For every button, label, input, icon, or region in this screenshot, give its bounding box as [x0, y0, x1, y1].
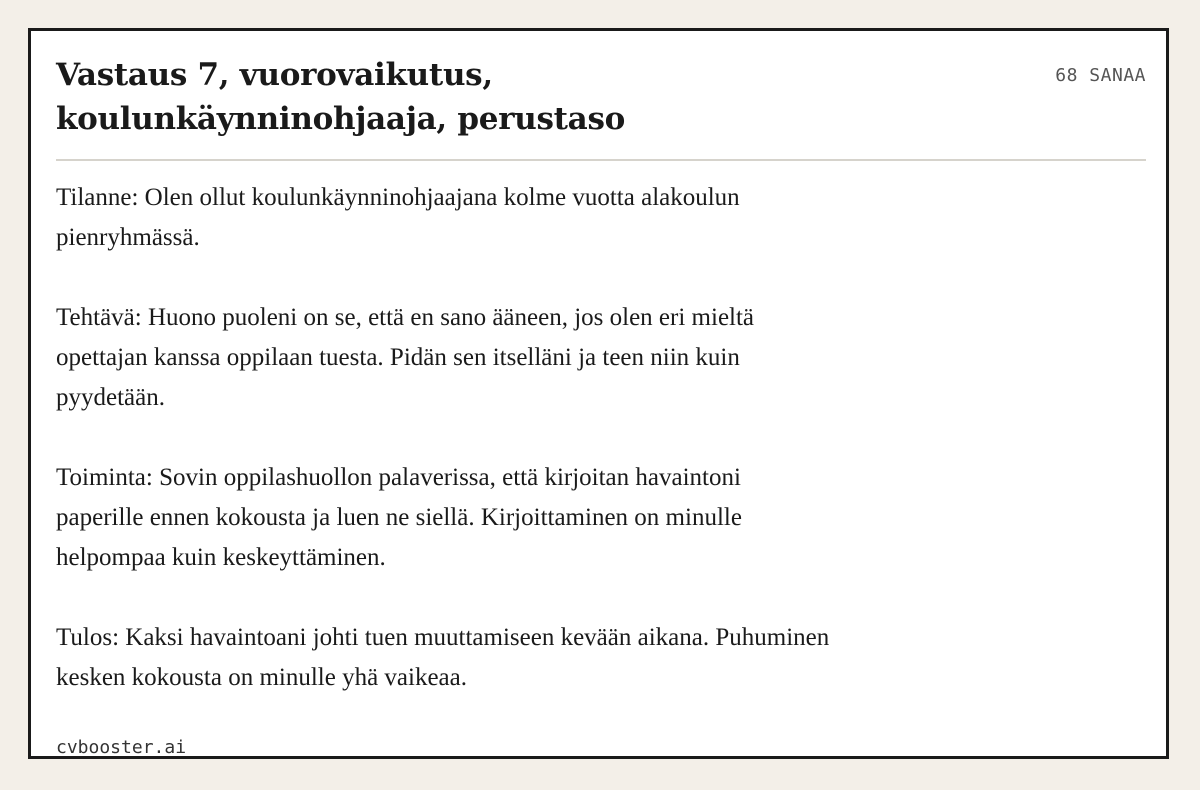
paragraph-line: pienryhmässä.	[56, 224, 200, 251]
header-divider	[56, 159, 1146, 161]
paragraph-line: Tilanne: Olen ollut koulunkäynninohjaajana kolme vuotta alakoulun	[56, 184, 740, 211]
paragraph-line: paperille ennen kokousta ja luen ne siellä. Kirjoittaminen on minulle	[56, 504, 742, 531]
answer-title-line-2: koulunkäynninohjaaja, perustaso	[56, 101, 625, 137]
answer-body	[56, 178, 1016, 698]
paragraph-line: Toiminta: Sovin oppilashuollon palaverissa, että kirjoitan havaintoni	[56, 464, 741, 491]
answer-title	[56, 53, 776, 141]
paragraph-line: Tulos: Kaksi havaintoani johti tuen muuttamiseen kevään aikana. Puhuminen	[56, 624, 830, 651]
paragraph-line: Tehtävä: Huono puoleni on se, että en sano ääneen, jos olen eri mieltä	[56, 304, 755, 331]
word-count-badge: 68 SANAA	[1055, 65, 1146, 86]
paragraph-line: opettajan kanssa oppilaan tuesta. Pidän sen itselläni ja teen niin kuin	[56, 344, 740, 371]
paragraph-action	[56, 458, 1016, 578]
paragraph-task	[56, 298, 1016, 418]
paragraph-result	[56, 618, 1016, 698]
site-watermark: cvbooster.ai	[56, 737, 187, 758]
paragraph-line: helpompaa kuin keskeyttäminen.	[56, 544, 386, 571]
card-header	[56, 53, 1146, 163]
paragraph-line: kesken kokousta on minulle yhä vaikeaa.	[56, 664, 467, 691]
paragraph-line: pyydetään.	[56, 384, 165, 411]
answer-title-line-1: Vastaus 7, vuorovaikutus,	[56, 57, 493, 93]
answer-card	[28, 28, 1169, 759]
paragraph-situation	[56, 178, 1016, 258]
